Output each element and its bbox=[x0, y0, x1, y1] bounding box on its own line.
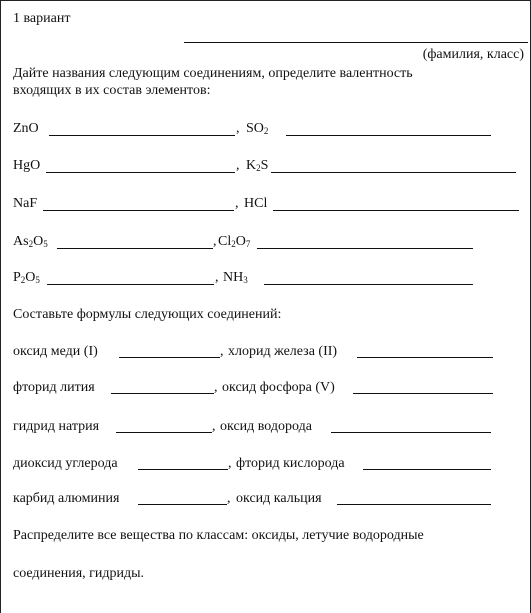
answer-blank bbox=[337, 504, 491, 505]
separator: , bbox=[236, 158, 240, 173]
answer-blank bbox=[331, 432, 491, 433]
formula-left: HgO bbox=[13, 158, 41, 173]
answer-blank bbox=[257, 248, 473, 249]
separator: , bbox=[212, 419, 216, 434]
answer-blank bbox=[353, 393, 493, 394]
answer-blank bbox=[111, 393, 214, 394]
compound-name-left: карбид алюминия bbox=[13, 491, 120, 506]
formula-right: $SO_2$ bbox=[246, 121, 269, 136]
compound-name-right: оксид кальция bbox=[236, 491, 322, 506]
separator: , bbox=[227, 491, 231, 506]
formula-right: $K_2S$ bbox=[246, 158, 269, 173]
answer-blank bbox=[138, 469, 228, 470]
formula-right: $NH_3$ bbox=[223, 270, 248, 285]
variant-label: 1 вариант bbox=[13, 11, 71, 26]
answer-blank bbox=[49, 135, 235, 136]
separator: , bbox=[213, 234, 217, 249]
separator: , bbox=[235, 196, 239, 211]
name-class-blank bbox=[184, 42, 528, 43]
formula-left: $As_2O_5$ bbox=[13, 234, 48, 249]
answer-blank bbox=[357, 357, 493, 358]
answer-blank bbox=[43, 210, 234, 211]
separator: , bbox=[214, 380, 218, 395]
answer-blank bbox=[116, 432, 212, 433]
task3-instruction-line2: соединения, гидриды. bbox=[13, 566, 145, 581]
compound-name-right: фторид кислорода bbox=[236, 456, 345, 471]
separator: , bbox=[215, 270, 219, 285]
compound-name-right: хлорид железа (II) bbox=[228, 344, 338, 359]
task3-instruction-line1: Распределите все вещества по классам: оксиды, летучие водородные bbox=[13, 528, 424, 543]
separator: , bbox=[220, 344, 224, 359]
compound-name-left: гидрид натрия bbox=[13, 419, 100, 434]
compound-name-left: оксид меди (I) bbox=[13, 344, 98, 359]
formula-left: NaF bbox=[13, 196, 38, 211]
compound-name-right: оксид водорода bbox=[220, 419, 312, 434]
task1-instruction-line2: входящих в их состав элементов: bbox=[13, 83, 211, 98]
name-class-hint: (фамилия, класс) bbox=[422, 47, 524, 62]
formula-left: $P_2O_5$ bbox=[13, 270, 40, 285]
task2-instruction: Составьте формулы следующих соединений: bbox=[13, 307, 282, 322]
answer-blank bbox=[138, 504, 227, 505]
compound-name-right: оксид фосфора (V) bbox=[222, 380, 335, 395]
task1-instruction-line1: Дайте названия следующим соединениям, определите валентность bbox=[13, 66, 413, 81]
separator: , bbox=[236, 121, 240, 136]
answer-blank bbox=[264, 284, 473, 285]
answer-blank bbox=[363, 469, 491, 470]
answer-blank bbox=[271, 172, 516, 173]
formula-right: $Cl_2O_7$ bbox=[218, 234, 251, 249]
separator: , bbox=[228, 456, 232, 471]
answer-blank bbox=[47, 284, 214, 285]
compound-name-left: диоксид углерода bbox=[13, 456, 118, 471]
answer-blank bbox=[273, 210, 519, 211]
answer-blank bbox=[57, 248, 213, 249]
answer-blank bbox=[46, 172, 235, 173]
answer-blank bbox=[286, 135, 491, 136]
answer-blank bbox=[119, 357, 220, 358]
formula-right: HCl bbox=[244, 196, 268, 211]
compound-name-left: фторид лития bbox=[13, 380, 95, 395]
formula-left: ZnO bbox=[13, 121, 39, 136]
